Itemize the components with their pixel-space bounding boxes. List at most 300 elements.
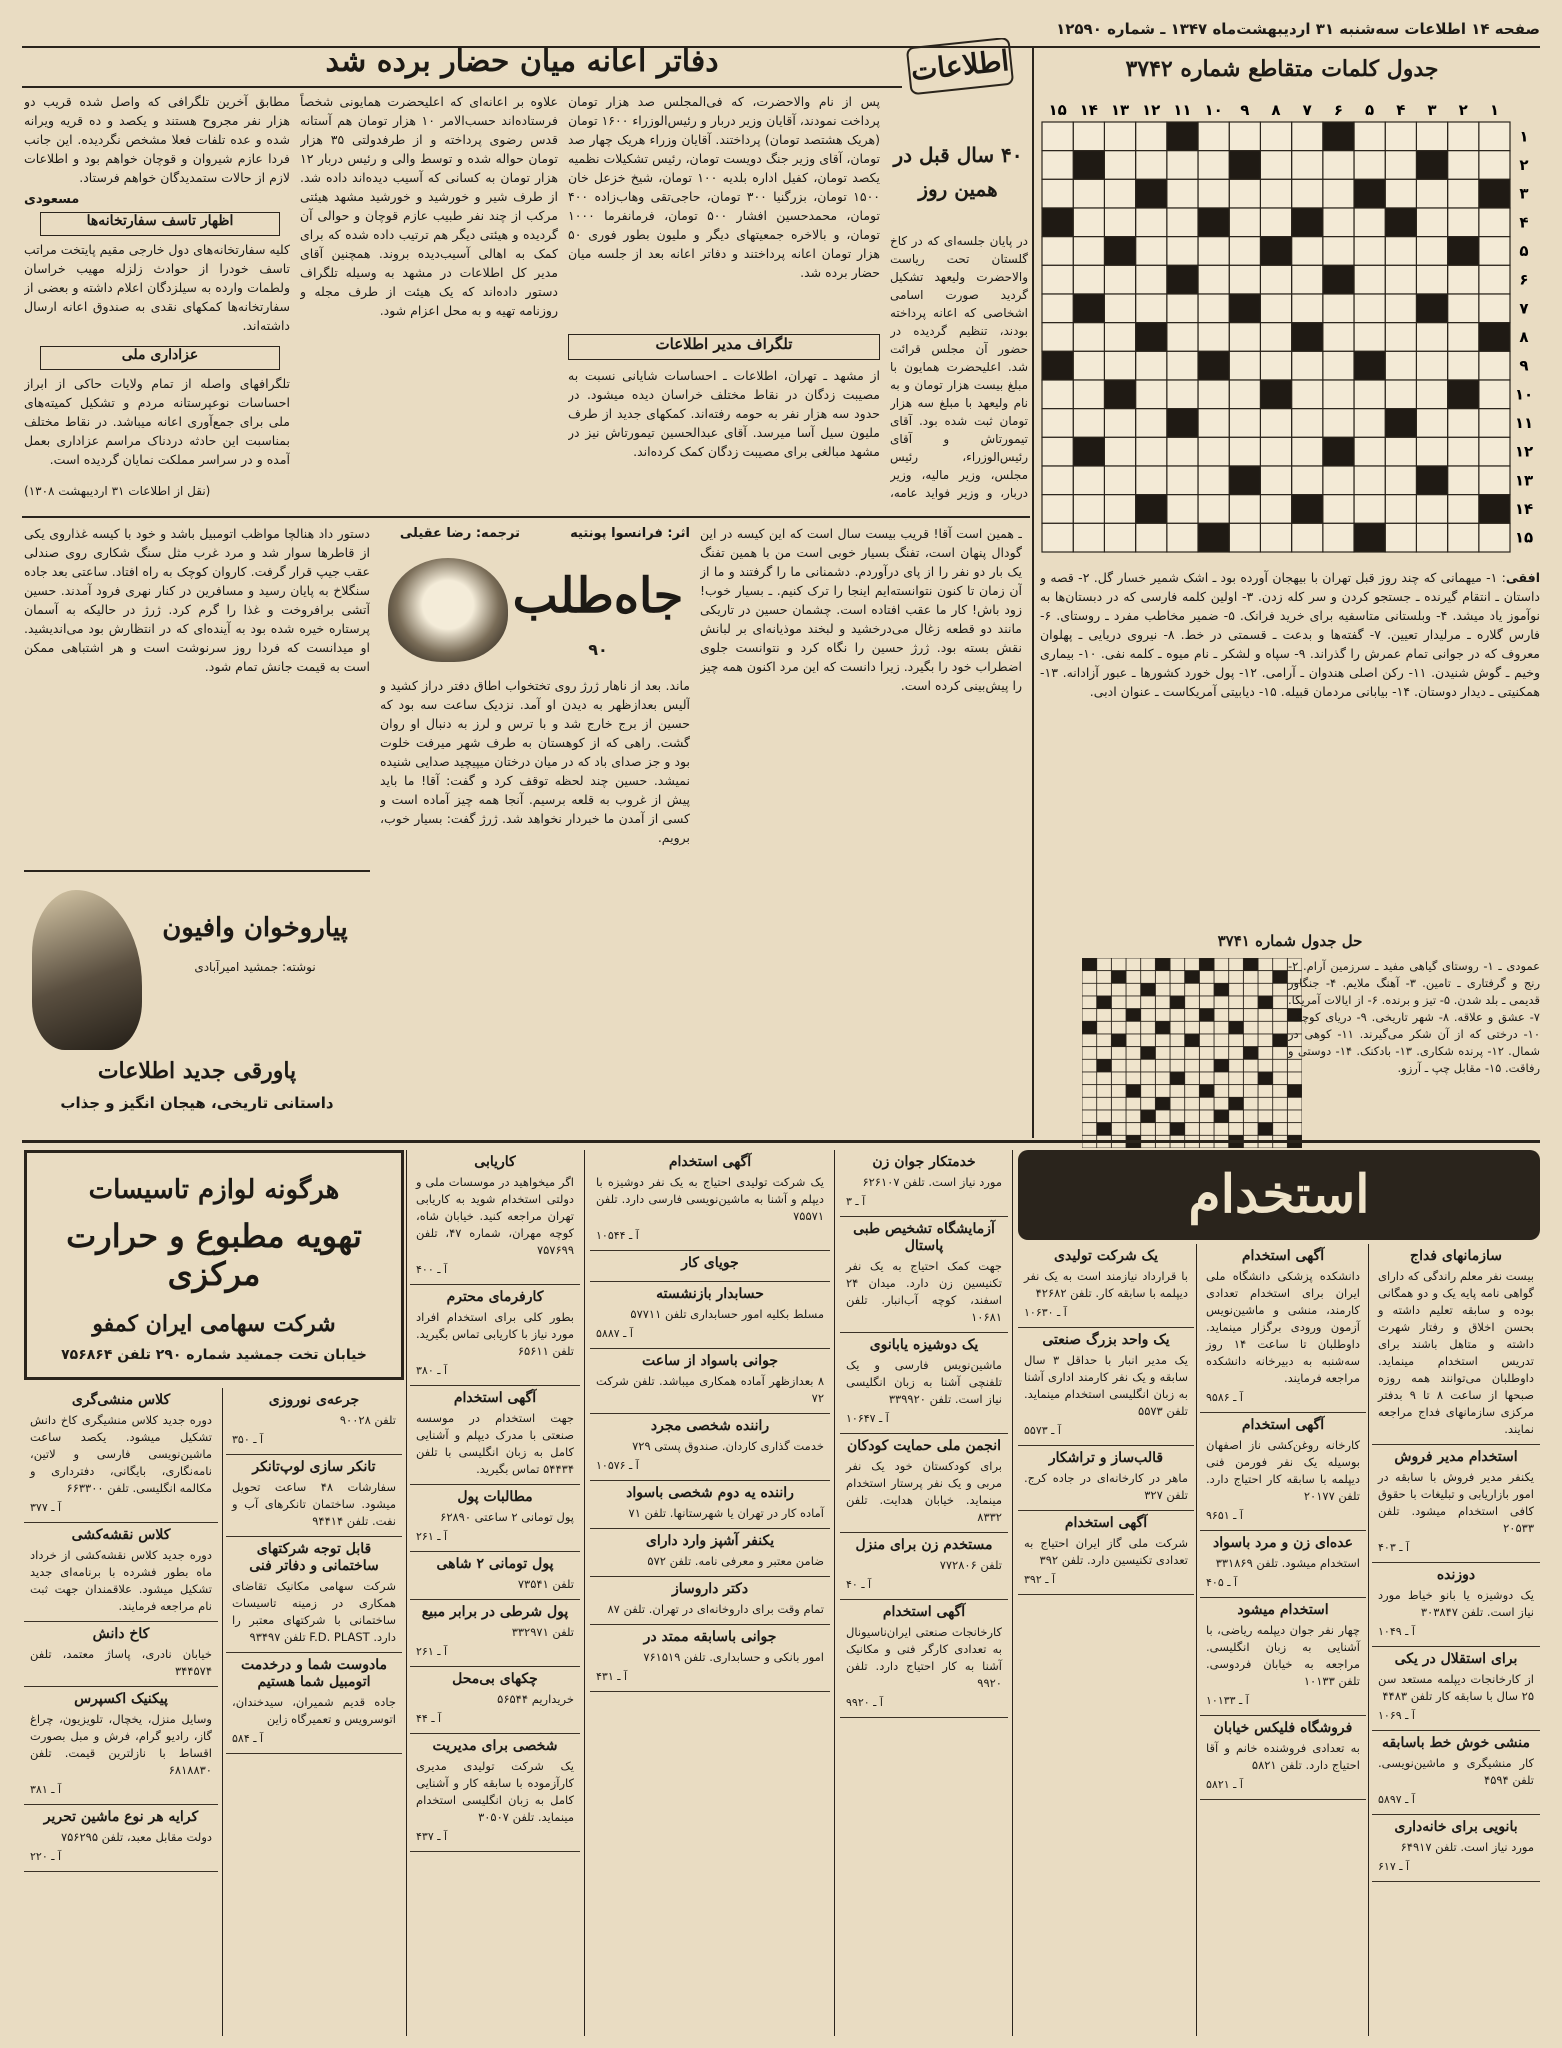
solution-cell bbox=[1273, 1085, 1288, 1098]
crossword-solution-svg bbox=[1082, 958, 1302, 1148]
crossword-black-cell bbox=[1323, 437, 1354, 466]
solution-cell bbox=[1199, 1059, 1214, 1072]
classified-ad-title: شخصی برای مدیریت bbox=[432, 1738, 558, 1754]
classified-ad-text: امور بانکی و حسابداری. تلفن ۷۶۱۵۱۹ bbox=[643, 1650, 824, 1664]
solution-cell bbox=[1141, 1034, 1156, 1047]
classified-ad-code: آ ـ ۱۰۱۳۳ bbox=[1206, 1694, 1249, 1707]
classified-ad bbox=[590, 1481, 830, 1529]
crossword-cell bbox=[1042, 437, 1073, 466]
solution-cell bbox=[1273, 1059, 1288, 1072]
classified-ad bbox=[1372, 1647, 1540, 1731]
solution-black-cell bbox=[1111, 971, 1126, 984]
classified-column-a bbox=[24, 1388, 218, 2036]
solution-cell bbox=[1097, 1085, 1112, 1098]
hiring-banner bbox=[1018, 1150, 1540, 1240]
solution-black-cell bbox=[1155, 958, 1170, 971]
solution-cell bbox=[1097, 971, 1112, 984]
crossword-cell bbox=[1354, 380, 1385, 409]
classified-ad-text: از کارخانجات دیپلمه مستعد سن ۲۵ سال با سابقه کار تلفن ۴۴۸۳ bbox=[1378, 1672, 1534, 1703]
solution-cell bbox=[1111, 1009, 1126, 1022]
top-story-col4: مطابق آخرین تلگرافی که واصل شده قریب دو هزار نفر مجروح هستند و یکصد و ده قریه ویرانه شده و عده تلفات فعلا مشخص نگردیده. این جانب فردا عازم شیروان و قوچان خواهم بود و اطلاعات لازم از حالات ستمدیدگان خواهم فرستاد. bbox=[24, 94, 290, 185]
classified-ad-text: کار منشیگری و ماشین‌نویسی. تلفن ۴۵۹۴ bbox=[1378, 1756, 1534, 1787]
solution-cell bbox=[1273, 1110, 1288, 1123]
solution-cell bbox=[1097, 1097, 1112, 1110]
classified-column-f bbox=[1018, 1244, 1194, 2036]
crossword-cell bbox=[1104, 122, 1135, 151]
solution-cell bbox=[1229, 971, 1244, 984]
crossword-cell bbox=[1042, 380, 1073, 409]
classified-ad-text: تلفن ۷۷۲۸۰۶ bbox=[939, 1558, 1002, 1572]
crossword-cell bbox=[1136, 208, 1167, 237]
classified-ad-text: کارخانه روغن‌کشی ناز اصفهان بوسیله یک نفر فورمن فنی دیپلمه با سابقه کار احتیاج دارد. تلفن ۲۰۱۷۷ bbox=[1206, 1438, 1360, 1503]
crossword-row-number: ۳ bbox=[1519, 184, 1529, 203]
crossword-solution-clues: عمودی ـ ۱- روستای گیاهی مفید ـ سرزمین آرام. ۲- رنج و گرفتاری ـ تامین. ۳- آهنگ ملایم. ۴- جنگاور قدیمی ـ بلد شدن. ۵- تیز و برنده. ۶- از ایالات آمریکا. ۷- عشق و علاقه. ۸- شهر تاریخی. ۹- دریای کوچک. ۱۰- درختی که از آن شکر می‌گیرند. ۱۱- کوهی در شمال. ۱۲- پرنده شکاری. ۱۳- بادکنک. ۱۴- دوستی و رفاقت. ۱۵- مقابل چپ ـ آرزو. bbox=[1288, 959, 1540, 1075]
crossword-cell bbox=[1198, 466, 1229, 495]
classified-ad-title: پیکنیک اکسپرس bbox=[74, 1691, 168, 1707]
crossword-cell bbox=[1292, 122, 1323, 151]
solution-black-cell bbox=[1126, 1009, 1141, 1022]
classified-column-d bbox=[590, 1150, 830, 2036]
crossword-cell bbox=[1292, 437, 1323, 466]
classified-ad bbox=[590, 1577, 830, 1625]
solution-cell bbox=[1229, 1047, 1244, 1060]
solution-cell bbox=[1126, 958, 1141, 971]
solution-black-cell bbox=[1214, 1059, 1229, 1072]
classified-ad-code: آ ـ ۹۶۵۱ bbox=[1206, 1509, 1243, 1522]
solution-cell bbox=[1229, 958, 1244, 971]
crossword-cell bbox=[1260, 151, 1291, 180]
solution-cell bbox=[1273, 1021, 1288, 1034]
classified-ad bbox=[1200, 1716, 1366, 1800]
classified-ad-code: آ ـ ۳۹۲ bbox=[1024, 1573, 1056, 1586]
crossword-cell bbox=[1292, 380, 1323, 409]
solution-cell bbox=[1141, 1059, 1156, 1072]
classified-ad bbox=[226, 1653, 402, 1754]
crossword-cell bbox=[1136, 523, 1167, 552]
crossword-cell bbox=[1292, 151, 1323, 180]
crossword-black-cell bbox=[1479, 179, 1510, 208]
promo-line1: پاورقی جدید اطلاعات bbox=[97, 1058, 297, 1084]
classified-ad bbox=[24, 1805, 218, 1872]
crossword-cell bbox=[1073, 495, 1104, 524]
solution-cell bbox=[1258, 1047, 1273, 1060]
solution-cell bbox=[1199, 1034, 1214, 1047]
solution-cell bbox=[1185, 1047, 1200, 1060]
solution-cell bbox=[1126, 1072, 1141, 1085]
crossword-cell bbox=[1479, 437, 1510, 466]
crossword-cell bbox=[1073, 208, 1104, 237]
classified-ad-title: یک دوشیزه یابانوی bbox=[869, 1337, 979, 1353]
classified-ad-text: شرکت ملی گاز ایران احتیاج به تعدادی تکنیسین دارد. تلفن ۳۹۲ bbox=[1024, 1536, 1188, 1567]
crossword-cell bbox=[1104, 437, 1135, 466]
solution-black-cell bbox=[1273, 1034, 1288, 1047]
solution-cell bbox=[1097, 1047, 1112, 1060]
solution-cell bbox=[1170, 958, 1185, 971]
crossword-cell bbox=[1167, 208, 1198, 237]
classified-ad-text: دولت مقابل معبد، تلفن ۷۵۶۲۹۵ bbox=[60, 1830, 212, 1844]
crossword-col-number: ۱۵ bbox=[1048, 101, 1067, 119]
crossword-cell bbox=[1385, 179, 1416, 208]
solution-cell bbox=[1214, 1009, 1229, 1022]
classified-ad-text: چهار نفر جوان دیپلمه ریاضی، با آشنایی به زبان انگلیسی. مراجعه به خیابان فردوسی. تلفن ۱۰۱۳۳ bbox=[1206, 1623, 1360, 1688]
classified-ad-text: شرکت سهامی مکانیک تقاضای همکاری در زمینه تاسیسات ساختمانی با شرکتهای معتبر را دارد. F.D. PLAST تلفن ۹۳۴۹۷ bbox=[232, 1579, 396, 1644]
crossword-cell bbox=[1323, 409, 1354, 438]
crossword-cell bbox=[1385, 151, 1416, 180]
solution-cell bbox=[1229, 996, 1244, 1009]
crossword-cell bbox=[1104, 294, 1135, 323]
solution-cell bbox=[1082, 996, 1097, 1009]
classified-ad bbox=[1018, 1328, 1194, 1446]
crossword-cell bbox=[1323, 380, 1354, 409]
classified-ad-text: مورد نیاز است. تلفن ۶۲۶۱۰۷ bbox=[862, 1175, 1002, 1189]
crossword-cell bbox=[1136, 294, 1167, 323]
solution-cell bbox=[1097, 1072, 1112, 1085]
crossword-cell bbox=[1229, 523, 1260, 552]
classified-ad-code: آ ـ ۳۷۷ bbox=[30, 1501, 62, 1514]
crossword-cell bbox=[1198, 265, 1229, 294]
serial-byline-author: اثر: فرانسوا پونتیه bbox=[570, 526, 690, 541]
top-story-col4-subtext2: تلگرافهای واصله از تمام ولایات حاکی از ابراز احساسات نوعپرستانه مردم و تشکیل کمیته‌های ملی برای جمع‌آوری اعانه میباشد. در نقاط مختلف بمناسبت این حادثه دردناک مراسم عزاداری بعمل آمده و در سراسر مملکت نمایان گردیده است. bbox=[24, 376, 290, 467]
crossword-black-cell bbox=[1073, 437, 1104, 466]
solution-cell bbox=[1229, 1009, 1244, 1022]
solution-black-cell bbox=[1258, 1123, 1273, 1136]
crossword-cell bbox=[1323, 237, 1354, 266]
solution-cell bbox=[1155, 983, 1170, 996]
solution-cell bbox=[1243, 1085, 1258, 1098]
promo-line2: داستانی تاریخی، هیجان انگیز و جذاب bbox=[60, 1094, 334, 1112]
crossword-black-cell bbox=[1385, 208, 1416, 237]
classified-ad-code: آ ـ ۳۸۰ bbox=[416, 1364, 448, 1377]
solution-cell bbox=[1199, 1110, 1214, 1123]
crossword-cell bbox=[1385, 351, 1416, 380]
crossword-col-number: ۱۱ bbox=[1173, 101, 1192, 119]
classified-ad bbox=[840, 1333, 1008, 1434]
classified-ad-title: کرایه هر نوع ماشین تحریر bbox=[43, 1809, 199, 1825]
solution-cell bbox=[1170, 983, 1185, 996]
solution-cell bbox=[1082, 1123, 1097, 1136]
solution-cell bbox=[1273, 983, 1288, 996]
solution-cell bbox=[1170, 1110, 1185, 1123]
top-story-col2-subhead: تلگراف مدیر اطلاعات bbox=[568, 334, 880, 360]
crossword-cell bbox=[1292, 294, 1323, 323]
crossword-cell bbox=[1260, 294, 1291, 323]
classified-ad-code: آ ـ ۲۶۱ bbox=[416, 1530, 448, 1543]
crossword-cell bbox=[1323, 523, 1354, 552]
crossword-cell bbox=[1136, 122, 1167, 151]
solution-cell bbox=[1199, 996, 1214, 1009]
solution-cell bbox=[1258, 1059, 1273, 1072]
classified-ad bbox=[1372, 1731, 1540, 1815]
solution-cell bbox=[1155, 971, 1170, 984]
solution-cell bbox=[1258, 1034, 1273, 1047]
top-story-headline-box bbox=[22, 38, 902, 88]
classified-ad-text: خیابان نادری، پاساژ معتمد، تلفن ۳۴۴۵۷۴ bbox=[30, 1647, 212, 1678]
crossword-row-number: ۱۳ bbox=[1514, 471, 1534, 490]
classified-ad-code: آ ـ ۳۸۱ bbox=[30, 1783, 62, 1796]
crossword-col-number: ۱۳ bbox=[1110, 101, 1130, 119]
crossword-black-cell bbox=[1416, 151, 1447, 180]
classified-column-h bbox=[1372, 1244, 1540, 2036]
crossword-cell bbox=[1354, 466, 1385, 495]
crossword-cell bbox=[1354, 265, 1385, 294]
classified-ad-title: کلاس منشی‌گری bbox=[71, 1392, 171, 1408]
solution-cell bbox=[1097, 983, 1112, 996]
solution-cell bbox=[1185, 1097, 1200, 1110]
crossword-cell bbox=[1292, 409, 1323, 438]
classified-ad-title: آگهی استخدام bbox=[1064, 1515, 1148, 1531]
classified-ad-text: اگر میخواهید در موسسات ملی و دولتی استخدام شوید به کاریابی تهران مراجعه کنید. خیابان شاه، کوچه مهران، شماره ۴۷، تلفن ۷۵۷۶۹۹ bbox=[416, 1175, 574, 1257]
crossword-cell bbox=[1260, 265, 1291, 294]
classified-ad bbox=[410, 1734, 580, 1852]
solution-cell bbox=[1141, 1009, 1156, 1022]
crossword-cell bbox=[1042, 179, 1073, 208]
crossword-cell bbox=[1260, 351, 1291, 380]
solution-cell bbox=[1170, 971, 1185, 984]
solution-cell bbox=[1273, 1047, 1288, 1060]
crossword-cell bbox=[1292, 265, 1323, 294]
crossword-cell bbox=[1448, 151, 1479, 180]
crossword-cell bbox=[1416, 380, 1447, 409]
crossword-cell bbox=[1260, 208, 1291, 237]
classified-ad bbox=[590, 1282, 830, 1349]
classified-ad bbox=[590, 1251, 830, 1282]
crossword-cell bbox=[1104, 179, 1135, 208]
classified-ad-title: جرعه‌ی نوروزی bbox=[268, 1392, 360, 1408]
classified-ad-title: آگهی استخدام bbox=[1241, 1248, 1325, 1264]
solution-cell bbox=[1126, 1021, 1141, 1034]
crossword-row-number: ۶ bbox=[1519, 270, 1529, 289]
serial-col2: ماند. بعد از ناهار ژرژ روی تختخواب اطاق دفتر دراز کشید و آلیس بعدازظهر به دیدن او آمد. نزدیک ساعت سه بود که حسین از برج خارج شد و با ترس و لرز به دنبال او روان گشت. راهی که از کوهستان به طرف شهر میرفت خلوت بود و جز صدای باد که در میان درختان میپیچید صدایی شنیده نمیشد. حسین چند لحظه توقف کرد و گفت: آقا! ما باید پیش از غروب به قلعه برسیم. آنجا همه چیز آماده است و کسی از آمدن ما خبردار نخواهد شد. ژرژ گفت: بسیار خوب، برویم. bbox=[380, 678, 690, 845]
solution-cell bbox=[1199, 971, 1214, 984]
solution-cell bbox=[1258, 1009, 1273, 1022]
classified-ad-text: دوره جدید کلاس منشیگری کاخ دانش تشکیل میشود. یکصد ساعت ماشین‌نویسی فارسی و لاتین، نامه‌نگاری، بایگانی، دفترداری و مکالمه انگلیسی. تلفن ۶۶۳۳۰۰ bbox=[30, 1413, 212, 1495]
classified-ad bbox=[1200, 1598, 1366, 1716]
crossword-cell bbox=[1167, 523, 1198, 552]
solution-cell bbox=[1126, 971, 1141, 984]
top-story-col4-subhead1: اظهار تاسف سفارتخانه‌ها bbox=[40, 212, 280, 236]
solution-cell bbox=[1082, 1059, 1097, 1072]
top-story-col2-subtext: از مشهد ـ تهران، اطلاعات ـ احساسات شایانی نسبت به مصیبت زدگان در نقاط مختلف خراسان دیده میشود. در حدود سه هزار نفر به حومه رفته‌اند. کمکهای جدید از طرف ملیون سیل آسا میرسد. آقای عبدالحسین تیمورتاش نیز در مشهد مبالغی برای مصیبت زدگان کمک کرده‌اند. bbox=[568, 368, 880, 459]
heating-ad-address: خیابان تخت جمشید شماره ۲۹۰ تلفن ۷۵۶۸۶۴ bbox=[61, 1347, 367, 1363]
classified-ad bbox=[840, 1600, 1008, 1718]
solution-cell bbox=[1258, 971, 1273, 984]
crossword-cell bbox=[1385, 294, 1416, 323]
classified-ad-title: انجمن ملی حمایت کودکان bbox=[847, 1438, 1001, 1454]
classified-ad-code: آ ـ ۵۵۷۳ bbox=[1024, 1424, 1061, 1437]
solution-black-cell bbox=[1155, 1097, 1170, 1110]
crossword-black-cell bbox=[1136, 495, 1167, 524]
classified-ad bbox=[840, 1533, 1008, 1600]
crossword-cell bbox=[1416, 122, 1447, 151]
crossword-cell bbox=[1354, 495, 1385, 524]
crossword-cell bbox=[1167, 151, 1198, 180]
classified-ad-title: حسابدار بازنشسته bbox=[656, 1286, 764, 1302]
crossword-cell bbox=[1292, 523, 1323, 552]
solution-cell bbox=[1258, 983, 1273, 996]
crossword-cell bbox=[1260, 323, 1291, 352]
solution-cell bbox=[1155, 1123, 1170, 1136]
solution-cell bbox=[1243, 1059, 1258, 1072]
solution-cell bbox=[1258, 1085, 1273, 1098]
solution-cell bbox=[1170, 1097, 1185, 1110]
solution-cell bbox=[1273, 1072, 1288, 1085]
classified-ad-code: آ ـ ۴۰۳ bbox=[1378, 1541, 1410, 1554]
solution-cell bbox=[1126, 1047, 1141, 1060]
solution-cell bbox=[1214, 1021, 1229, 1034]
classified-ad-text: یک مدیر انبار با حداقل ۳ سال سابقه و یک نفر کارمند اداری آشنا به زبان انگلیسی استخدام مینماید. تلفن ۵۵۷۳ bbox=[1024, 1353, 1188, 1418]
crossword-cell bbox=[1136, 466, 1167, 495]
crossword-cell bbox=[1167, 351, 1198, 380]
crossword-col-number: ۱۰ bbox=[1204, 101, 1223, 119]
classified-ad-code: آ ـ ۲۶۱ bbox=[416, 1645, 448, 1658]
crossword-cell bbox=[1104, 265, 1135, 294]
solution-cell bbox=[1155, 1072, 1170, 1085]
crossword-cell bbox=[1416, 265, 1447, 294]
crossword-black-cell bbox=[1260, 380, 1291, 409]
crossword-cell bbox=[1416, 179, 1447, 208]
classified-ad-text: تلفن ۷۳۵۴۱ bbox=[517, 1577, 574, 1591]
solution-cell bbox=[1185, 996, 1200, 1009]
crossword-row-number: ۱ bbox=[1519, 127, 1529, 146]
crossword-cell bbox=[1073, 237, 1104, 266]
solution-black-cell bbox=[1082, 1021, 1097, 1034]
solution-cell bbox=[1141, 1021, 1156, 1034]
crossword-cell bbox=[1479, 122, 1510, 151]
solution-cell bbox=[1185, 1085, 1200, 1098]
solution-cell bbox=[1185, 1059, 1200, 1072]
solution-cell bbox=[1155, 996, 1170, 1009]
crossword-grid-svg bbox=[1040, 96, 1540, 556]
crossword-cell bbox=[1136, 265, 1167, 294]
classified-ad-code: آ ـ ۱۰۵۷۶ bbox=[596, 1459, 639, 1472]
classified-ad-title: خدمتکار جوان زن bbox=[872, 1154, 976, 1170]
crossword-cell bbox=[1260, 409, 1291, 438]
classified-ad-code: آ ـ ۲۲۰ bbox=[30, 1850, 62, 1863]
solution-cell bbox=[1199, 1021, 1214, 1034]
classified-ad-title: استخدام میشود bbox=[1237, 1602, 1329, 1618]
crossword-cell bbox=[1260, 437, 1291, 466]
classified-ad-title: عده‌ای زن و مرد باسواد bbox=[1213, 1535, 1353, 1551]
crossword-row-number: ۹ bbox=[1519, 356, 1529, 375]
crossword-cell bbox=[1198, 495, 1229, 524]
solution-black-cell bbox=[1229, 1097, 1244, 1110]
crossword-cell bbox=[1416, 437, 1447, 466]
classified-ad-title: بانویی برای خانه‌داری bbox=[1394, 1819, 1518, 1835]
crossword-cell bbox=[1354, 437, 1385, 466]
solution-cell bbox=[1258, 1021, 1273, 1034]
classified-ad-code: آ ـ ۹۵۸۶ bbox=[1206, 1391, 1243, 1404]
crossword-black-cell bbox=[1479, 495, 1510, 524]
crossword-cell bbox=[1260, 122, 1291, 151]
classified-ad-title: سازمانهای فداج bbox=[1410, 1248, 1502, 1264]
solution-cell bbox=[1214, 971, 1229, 984]
classified-ad bbox=[226, 1455, 402, 1537]
crossword-cell bbox=[1354, 122, 1385, 151]
page-header: صفحه ۱۴ اطلاعات سه‌شنبه ۳۱ اردیبهشت‌ماه ۱۳۴۷ ـ شماره ۱۲۵۹۰ bbox=[1056, 20, 1540, 38]
crossword-cell bbox=[1292, 237, 1323, 266]
solution-cell bbox=[1185, 1009, 1200, 1022]
solution-black-cell bbox=[1126, 1085, 1141, 1098]
crossword-black-cell bbox=[1136, 323, 1167, 352]
solution-cell bbox=[1155, 1110, 1170, 1123]
crossword-cell bbox=[1448, 179, 1479, 208]
crossword-cell bbox=[1042, 151, 1073, 180]
solution-black-cell bbox=[1141, 1110, 1156, 1123]
solution-black-cell bbox=[1214, 983, 1229, 996]
classified-ad bbox=[1018, 1244, 1194, 1328]
classified-ad bbox=[226, 1537, 402, 1653]
promo-illustration bbox=[32, 890, 142, 1050]
classified-ad-text: مسلط بکلیه امور حسابداری تلفن ۵۷۷۱۱ bbox=[630, 1307, 824, 1321]
crossword-cell bbox=[1416, 409, 1447, 438]
classified-ad bbox=[24, 1523, 218, 1622]
classified-ad bbox=[410, 1667, 580, 1734]
crossword-black-cell bbox=[1385, 409, 1416, 438]
solution-cell bbox=[1082, 1072, 1097, 1085]
crossword-black-cell bbox=[1198, 523, 1229, 552]
crossword-col-number: ۲ bbox=[1458, 101, 1468, 119]
top-story-col4-sign: مسعودی bbox=[24, 192, 80, 207]
solution-cell bbox=[1082, 983, 1097, 996]
crossword-row-number: ۲ bbox=[1519, 156, 1529, 174]
solution-cell bbox=[1170, 1034, 1185, 1047]
classified-ad-text: ضامن معتبر و معرفی نامه. تلفن ۵۷۲ bbox=[647, 1554, 824, 1568]
crossword-black-cell bbox=[1167, 122, 1198, 151]
crossword-cell bbox=[1416, 323, 1447, 352]
crossword-cell bbox=[1354, 237, 1385, 266]
crossword-cell bbox=[1416, 237, 1447, 266]
crossword-cell bbox=[1042, 409, 1073, 438]
classified-ad-title: یک واحد بزرگ صنعتی bbox=[1042, 1332, 1170, 1348]
classified-ad-text: پول تومانی ۲ ساعتی ۶۲۸۹۰ bbox=[440, 1510, 574, 1524]
solution-cell bbox=[1243, 1009, 1258, 1022]
classified-ad-title: دکتر داروساز bbox=[671, 1581, 749, 1597]
solution-black-cell bbox=[1199, 958, 1214, 971]
crossword-cell bbox=[1104, 495, 1135, 524]
crossword-cell bbox=[1198, 437, 1229, 466]
solution-black-cell bbox=[1243, 1047, 1258, 1060]
crossword-col-number: ۶ bbox=[1333, 101, 1343, 119]
crossword-title: جدول کلمات متقاطع شماره ۳۷۴۲ bbox=[1125, 56, 1439, 82]
serial-title: جاه‌طلب bbox=[512, 568, 684, 624]
solution-cell bbox=[1141, 1123, 1156, 1136]
classified-ad-title: چکهای بی‌محل bbox=[452, 1671, 538, 1687]
solution-cell bbox=[1155, 1047, 1170, 1060]
crossword-cell bbox=[1104, 208, 1135, 237]
crossword-grid bbox=[1040, 96, 1540, 556]
solution-cell bbox=[1097, 1110, 1112, 1123]
solution-black-cell bbox=[1185, 1034, 1200, 1047]
classified-ad bbox=[590, 1349, 830, 1414]
solution-cell bbox=[1273, 1097, 1288, 1110]
promo-title: پیاروخوان وافیون bbox=[162, 913, 348, 943]
solution-black-cell bbox=[1199, 1009, 1214, 1022]
solution-cell bbox=[1185, 1021, 1200, 1034]
solution-cell bbox=[1229, 1034, 1244, 1047]
crossword-cell bbox=[1136, 380, 1167, 409]
classified-ad-text: وسایل منزل، یخچال، تلویزیون، چراغ گاز، رادیو گرام، فرش و مبل بصورت اقساط با نازلترین قیمت. تلفن ۶۸۱۸۸۳۰ bbox=[30, 1712, 212, 1777]
crossword-cell bbox=[1260, 466, 1291, 495]
classified-ad-text: کارخانجات صنعتی ایران‌ناسیونال به تعدادی کارگر فنی و مکانیک آشنا به کار احتیاج دارد. تلفن ۹۹۲۰ bbox=[846, 1625, 1002, 1690]
solution-black-cell bbox=[1170, 996, 1185, 1009]
crossword-row-number: ۱۲ bbox=[1514, 442, 1534, 461]
solution-cell bbox=[1082, 1034, 1097, 1047]
crossword-cell bbox=[1448, 294, 1479, 323]
solution-cell bbox=[1185, 1110, 1200, 1123]
crossword-black-cell bbox=[1042, 351, 1073, 380]
solution-cell bbox=[1214, 1085, 1229, 1098]
classified-ad-text: تلفن ۳۳۲۹۷۱ bbox=[511, 1625, 574, 1639]
